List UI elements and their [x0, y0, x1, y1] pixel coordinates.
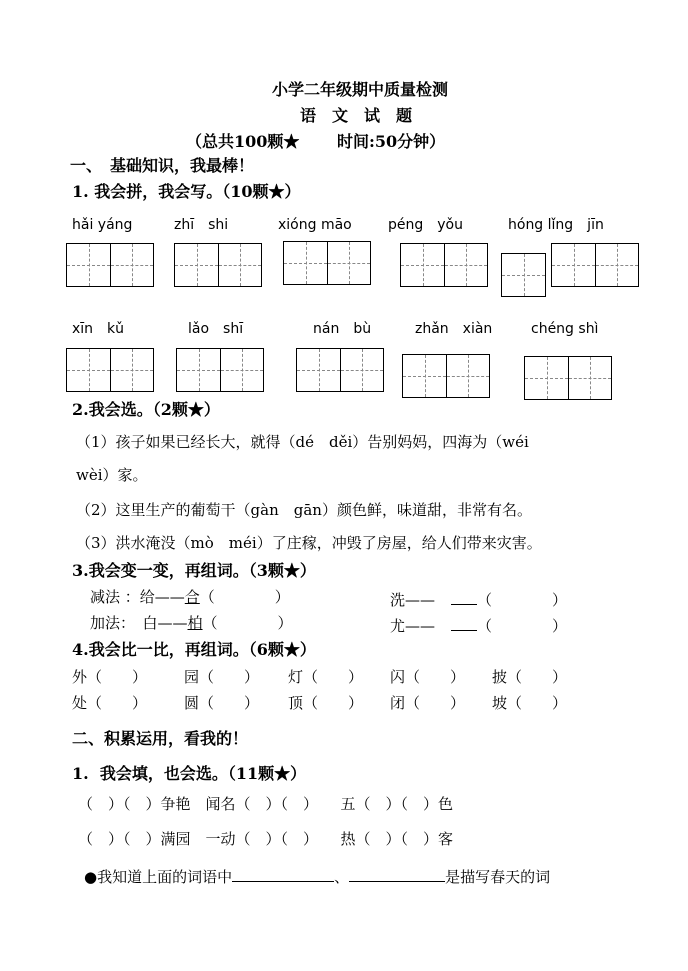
- answer-paren[interactable]: （ ）: [199, 694, 260, 712]
- q4-item-shan: 闪（ ）: [390, 668, 466, 686]
- writing-grid-10[interactable]: [524, 356, 612, 400]
- q1-heading: 1. 我会拼，我会写。（10颗★）: [72, 182, 301, 201]
- answer-paren[interactable]: （ ）: [405, 694, 466, 712]
- q4-item-deng: 灯（ ）: [288, 668, 364, 686]
- bullet-text-a: ●我知道上面的词语中: [84, 868, 233, 886]
- writing-grid-7[interactable]: [176, 348, 264, 392]
- pinyin-xin-ku: xīn kǔ: [72, 321, 125, 337]
- exam-title: 小学二年级期中质量检测: [272, 80, 449, 99]
- pinyin-zhi-shi: zhī shi: [174, 217, 229, 233]
- answer-blank-1[interactable]: [232, 867, 334, 882]
- s2-q1-bullet: [84, 867, 550, 885]
- q3-line1-right-paren[interactable]: （ ）: [477, 591, 568, 609]
- q3-line2-right: [390, 616, 567, 634]
- writing-grid-5a[interactable]: [501, 253, 546, 297]
- q4-item-ding: 顶（ ）: [288, 694, 364, 712]
- q3-heading: 3.我会变一变，再组词。（3颗★）: [72, 561, 316, 580]
- bullet-text-b: 是描写春天的词: [445, 868, 551, 886]
- q3-line2-word: 柏: [187, 614, 203, 632]
- s2-q1-line1[interactable]: （ ）（ ）争艳 闻名（ ）（ ） 五（ ）（ ）色: [78, 795, 454, 813]
- pinyin-cheng-shi: chéng shì: [531, 321, 599, 337]
- q3-line1-word: 合: [184, 588, 200, 606]
- answer-paren[interactable]: （ ）: [303, 668, 364, 686]
- pinyin-zhan-xian: zhǎn xiàn: [415, 321, 493, 337]
- pinyin-nan-bu: nán bù: [313, 321, 372, 337]
- exam-subject: 语 文 试 题: [300, 106, 413, 125]
- q3-line2-right-label: 尤——: [390, 617, 436, 635]
- answer-paren[interactable]: （ ）: [87, 668, 148, 686]
- q3-line1-blank[interactable]: [451, 590, 477, 605]
- q4-item-yuan2: 圆（ ）: [184, 694, 260, 712]
- answer-paren[interactable]: （ ）: [507, 668, 568, 686]
- q4-item-po: 坡（ ）: [492, 694, 568, 712]
- answer-paren[interactable]: （ ）: [199, 668, 260, 686]
- s2-q1-line2[interactable]: （ ）（ ）满园 一动（ ）（ ） 热（ ）（ ）客: [78, 830, 454, 848]
- writing-grid-8[interactable]: [296, 348, 384, 392]
- section2-heading: 二、积累运用，看我的！: [72, 729, 249, 748]
- answer-paren[interactable]: （ ）: [405, 668, 466, 686]
- q2-line1: （1）孩子如果已经长大，就得（dé děi）告别妈妈，四海为（wéi: [76, 433, 529, 451]
- pinyin-hong-ling-jin: hóng lǐng jīn: [508, 217, 604, 233]
- q2-line2: （2）这里生产的葡萄干（gàn gān）颜色鲜，味道甜，非常有名。: [76, 501, 532, 519]
- bullet-separator: 、: [334, 868, 350, 886]
- q3-line1-label: 减法 ：给——: [90, 588, 185, 606]
- q3-line2-paren[interactable]: （ ）: [202, 614, 293, 632]
- q3-line1-right-label: 洗——: [390, 591, 436, 609]
- q4-item-yuan: 园（ ）: [184, 668, 260, 686]
- pinyin-hai-yang: hǎi yáng: [72, 217, 133, 233]
- q3-line2-right-paren[interactable]: （ ）: [477, 617, 568, 635]
- answer-paren[interactable]: （ ）: [87, 694, 148, 712]
- pinyin-xiong-mao: xióng māo: [278, 217, 352, 233]
- q2-heading: 2.我会选。（2颗★）: [72, 400, 220, 419]
- writing-grid-3[interactable]: [283, 241, 371, 285]
- q2-line1b: wèi）家。: [76, 466, 148, 484]
- q3-line2-label: 加法： 白——: [90, 614, 188, 632]
- answer-paren[interactable]: （ ）: [303, 694, 364, 712]
- writing-grid-6[interactable]: [66, 348, 154, 392]
- q2-line3: （3）洪水淹没（mò méi）了庄稼，冲毁了房屋，给人们带来灾害。: [76, 534, 542, 552]
- exam-info: （总共100颗★ 时间:50分钟）: [186, 132, 446, 151]
- q3-line1: [90, 590, 290, 605]
- q4-item-pi: 披（ ）: [492, 668, 568, 686]
- writing-grid-1[interactable]: [66, 243, 154, 287]
- writing-grid-9[interactable]: [402, 354, 490, 398]
- q4-item-chu: 处（ ）: [72, 694, 148, 712]
- writing-grid-4[interactable]: [400, 243, 488, 287]
- section1-heading: 一、 基础知识，我最棒！: [70, 156, 255, 175]
- q4-item-wai: 外（ ）: [72, 668, 148, 686]
- q4-heading: 4.我会比一比，再组词。（6颗★）: [72, 640, 316, 659]
- q4-item-bi: 闭（ ）: [390, 694, 466, 712]
- answer-blank-2[interactable]: [349, 867, 445, 882]
- q3-line2-blank[interactable]: [451, 616, 477, 631]
- s2-q1-heading: 1. 我会填，也会选。（11颗★）: [72, 764, 307, 783]
- writing-grid-2[interactable]: [174, 243, 262, 287]
- q3-line1-right: [390, 590, 567, 608]
- writing-grid-5b[interactable]: [551, 243, 639, 287]
- pinyin-lao-shi: lǎo shī: [188, 321, 244, 337]
- q3-line2: [90, 616, 293, 631]
- answer-paren[interactable]: （ ）: [507, 694, 568, 712]
- q3-line1-paren[interactable]: （ ）: [199, 588, 290, 606]
- pinyin-peng-you: péng yǒu: [388, 217, 463, 233]
